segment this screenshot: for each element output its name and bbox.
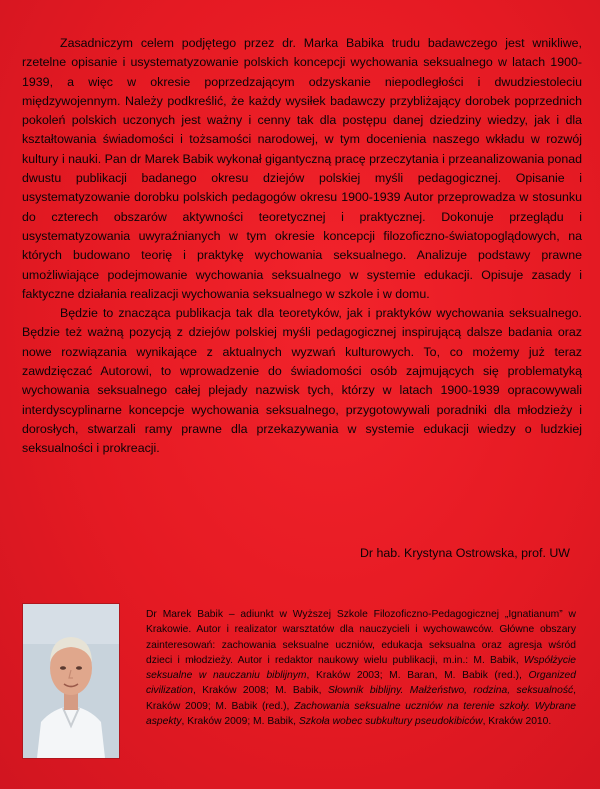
author-section	[22, 603, 582, 763]
review-signature: Dr hab. Krystyna Ostrowska, prof. UW	[359, 546, 570, 560]
bio-text: , Kraków 2008; M. Babik,	[192, 685, 328, 697]
publication-title: Szkoła wobec subkultury pseudokibiców	[298, 716, 483, 728]
bio-text: , Kraków 2003; M. Baran, M. Babik (red.),	[306, 670, 529, 682]
publication-title: Współżycie seksualne w nauczaniu biblijnym	[146, 654, 576, 682]
bio-text: , Kraków 2010.	[482, 716, 552, 728]
bio-text: , Kraków 2009; M. Babik,	[181, 716, 299, 728]
author-bio	[146, 607, 576, 729]
review-paragraph-1: Zasadniczym celem podjętego przez dr. Marka Babika trudu badawczego jest wnikliwe, rzetelne opisanie i usystematyzowanie polskich koncepcji wychowania seksualnego w latach 1900-1939, a więc w okresie poprzedzającym odzyskanie niepodległości i dwudziestoleciu międzywojennym. Należy podkreślić, że każdy wysiłek badawczy przybliżający dorobek poprzednich pokoleń polskich uczonych jest ważny i cenny tak dla postępu danej dziedziny wiedzy, jak i dla kształtowania świadomości i tożsamości narodowej, w tym docenienia naszego wkładu w rozwój kultury i nauki. Pan dr Marek Babik wykonał gigantyczną pracę przeczytania i przeanalizowania ponad dwustu publikacji badanego okresu dziejów polskiej myśli pedagogicznej. Opisanie i usystematyzowanie dorobku polskich pedagogów okresu 1900-1939 Autor przeprowadza w stosunku do czterech obszarów aktywności teoretycznej i praktycznej. Dokonuje przeglądu i usystematyzowania uwyraźnianych w tym okresie koncepcji filozoficzno-światopoglądowych, na których budowano teorię i praktykę wychowania seksualnego. Analizuje podstawy prawne umożliwiające podejmowanie wychowania seksualnego w systemie edukacji. Opisuje zasady i faktyczne działania realizacji wychowania seksualnego w szkole i w domu.	[22, 36, 582, 301]
bio-text: Dr Marek Babik – adiunkt w Wyższej Szkole Filozoficzno-Pedagogicznej „Ignatianum” w Krakowie. Autor i realizator warsztatów dla nauczycieli i wychowawców. Główne obszary zainteresowań: zachowania seksualne uczniów, edukacja seksualna oraz agresja wśród dzieci i młodzieży. Autor i redaktor naukowy wielu publikacji, m.in.: M. Babik,	[146, 609, 576, 666]
publication-title: Zachowania seksualne uczniów na terenie szkoły. Wybrane aspekty	[146, 700, 576, 728]
publication-title: Organized civilization	[146, 670, 576, 697]
review-text	[22, 34, 582, 459]
review-paragraph-2: Będzie to znacząca publikacja tak dla teoretyków, jak i praktyków wychowania seksualnego. Będzie też ważną pozycją z dziejów polskiej myśli pedagogicznej inspirującą dalsze badania oraz nowe rozwiązania wynikające z aktualnych wyzwań kulturowych. To, co możemy już teraz zawdzięczać Autorowi, to wprowadzenie do świadomości osób zajmujących się problematyką wychowania seksualnego całej plejady nazwisk tych, którzy w latach 1900-1939 opracowywali interdyscyplinarne koncepcje wychowania seksualnego, przygotowywali poradniki dla młodzieży i dorosłych, stwarzali ramy prawne dla przekazywania w systemie edukacji wiedzy o ludzkiej seksualności i prokreacji.	[22, 306, 582, 456]
publication-title: Słownik biblijny. Małżeństwo, rodzina, seksualność	[327, 685, 574, 697]
bio-text: , Kraków 2009; M. Babik (red.),	[146, 685, 576, 712]
author-portrait-illustration	[23, 604, 119, 758]
author-photo	[22, 603, 120, 759]
